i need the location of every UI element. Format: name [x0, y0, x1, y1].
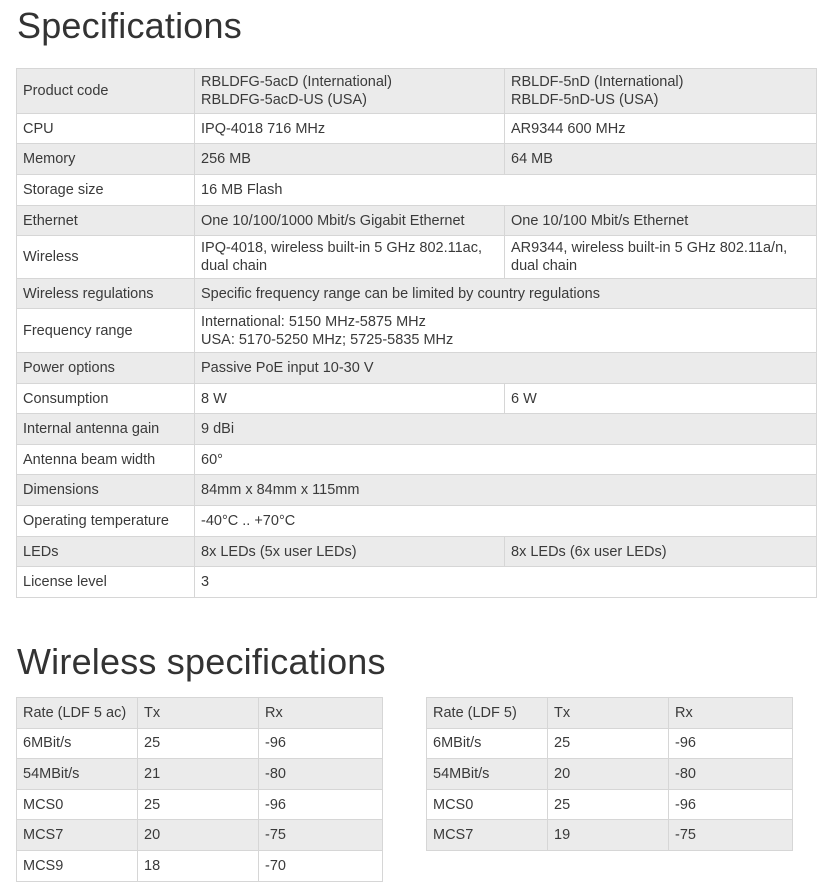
- spec-row: [17, 537, 817, 567]
- spec-value-shared: [195, 175, 817, 206]
- cell-line: RBLDF-5nD (International): [511, 74, 684, 90]
- wireless-row: [17, 728, 383, 759]
- cell-line: USA: 5170-5250 MHz; 5725-5835 MHz: [201, 331, 454, 348]
- spec-value-shared: [195, 414, 817, 445]
- wireless-cell: -70: [259, 850, 383, 881]
- spec-value-5nd: [505, 537, 817, 567]
- cell-line: 8x LEDs (6x user LEDs): [511, 543, 667, 560]
- wireless-cell: 21: [138, 759, 259, 790]
- wireless-cell: -80: [669, 759, 793, 790]
- cell-line: 3: [201, 574, 210, 590]
- wireless-cell: 6MBit/s: [427, 728, 548, 759]
- wireless-cell: -96: [259, 789, 383, 820]
- spec-label: Internal antenna gain: [17, 414, 195, 445]
- wireless-row: [17, 820, 383, 851]
- cell-line: IPQ-4018, wireless built-in 5 GHz 802.11ac,: [201, 240, 483, 256]
- wireless-header-row: [427, 698, 793, 729]
- spec-row: [17, 384, 817, 414]
- spec-value-5nd: [505, 69, 817, 114]
- spec-row: [17, 309, 817, 353]
- spec-label: Frequency range: [17, 309, 195, 353]
- spec-label: Wireless: [17, 236, 195, 279]
- wireless-header-cell: Rate (LDF 5 ac): [17, 698, 138, 729]
- cell-line: -40°C .. +70°C: [201, 513, 296, 529]
- wireless-row: [427, 789, 793, 820]
- spec-label: Operating temperature: [17, 506, 195, 537]
- spec-row: [17, 567, 817, 598]
- spec-value-shared: [195, 567, 817, 598]
- spec-row: [17, 175, 817, 206]
- spec-row: [17, 236, 817, 279]
- cell-line: AR9344 600 MHz: [511, 120, 626, 137]
- cell-line: 8x LEDs (5x user LEDs): [201, 543, 357, 560]
- spec-row: [17, 279, 817, 309]
- wireless-header-cell: Tx: [548, 698, 669, 729]
- spec-value-5nd: [505, 144, 817, 175]
- spec-row: [17, 206, 817, 236]
- spec-value-shared: [195, 279, 817, 309]
- spec-value-shared: [195, 353, 817, 384]
- cell-line: 64 MB: [511, 151, 553, 167]
- wireless-cell: -96: [259, 728, 383, 759]
- spec-row: [17, 144, 817, 175]
- wireless-header-cell: Rate (LDF 5): [427, 698, 548, 729]
- wireless-cell: 25: [138, 789, 259, 820]
- wireless-cell: 18: [138, 850, 259, 881]
- wireless-row: [17, 759, 383, 790]
- wireless-table-ldf5: [426, 697, 793, 851]
- wireless-cell: 6MBit/s: [17, 728, 138, 759]
- wireless-table-ldf5ac: [16, 697, 383, 882]
- spec-value-5nd: [505, 206, 817, 236]
- cell-line: RBLDF-5nD-US (USA): [511, 92, 659, 108]
- spec-row: [17, 69, 817, 114]
- spec-label: LEDs: [17, 537, 195, 567]
- cell-line: 9 dBi: [201, 421, 235, 437]
- spec-row: [17, 114, 817, 144]
- wireless-cell: MCS0: [17, 789, 138, 820]
- cell-line: 84mm x 84mm x 115mm: [201, 482, 360, 498]
- wireless-cell: MCS9: [17, 850, 138, 881]
- specifications-title: Specifications: [17, 5, 242, 46]
- wireless-cell: MCS7: [427, 820, 548, 851]
- wireless-row: [427, 820, 793, 851]
- cell-line: dual chain: [201, 258, 268, 274]
- spec-label: Dimensions: [17, 475, 195, 506]
- wireless-cell: -75: [259, 820, 383, 851]
- cell-line: IPQ-4018 716 MHz: [201, 120, 326, 137]
- spec-value-shared: [195, 309, 817, 353]
- wireless-header-row: [17, 698, 383, 729]
- spec-label: Wireless regulations: [17, 279, 195, 309]
- wireless-row: [17, 789, 383, 820]
- wireless-header-cell: Rx: [669, 698, 793, 729]
- cell-line: AR9344, wireless built-in 5 GHz 802.11a/n,: [511, 240, 788, 256]
- spec-label: Power options: [17, 353, 195, 384]
- spec-label: License level: [17, 567, 195, 598]
- spec-label: Memory: [17, 144, 195, 175]
- spec-value-shared: [195, 506, 817, 537]
- cell-line: 6 W: [511, 390, 537, 407]
- wireless-row: [427, 759, 793, 790]
- cell-line: One 10/100/1000 Mbit/s Gigabit Ethernet: [201, 212, 465, 229]
- spec-row: [17, 475, 817, 506]
- wireless-cell: 20: [548, 759, 669, 790]
- wireless-cell: 54MBit/s: [427, 759, 548, 790]
- specifications-table: [16, 68, 817, 598]
- spec-value-5acd: [195, 144, 505, 175]
- spec-label: Product code: [17, 69, 195, 114]
- wireless-row: [427, 728, 793, 759]
- wireless-cell: 25: [548, 728, 669, 759]
- wireless-cell: 25: [138, 728, 259, 759]
- cell-line: One 10/100 Mbit/s Ethernet: [511, 212, 689, 229]
- wireless-cell: 54MBit/s: [17, 759, 138, 790]
- wireless-cell: MCS7: [17, 820, 138, 851]
- wireless-cell: -75: [669, 820, 793, 851]
- spec-label: Antenna beam width: [17, 445, 195, 475]
- spec-value-5acd: [195, 537, 505, 567]
- spec-row: [17, 414, 817, 445]
- spec-value-5acd: [195, 384, 505, 414]
- cell-line: RBLDFG-5acD-US (USA): [201, 92, 367, 108]
- cell-line: 16 MB Flash: [201, 182, 283, 198]
- cell-line: International: 5150 MHz-5875 MHz: [201, 313, 426, 330]
- spec-value-5nd: [505, 114, 817, 144]
- spec-value-5acd: [195, 114, 505, 144]
- spec-row: [17, 353, 817, 384]
- spec-value-5acd: [195, 69, 505, 114]
- spec-label: CPU: [17, 114, 195, 144]
- wireless-cell: 20: [138, 820, 259, 851]
- spec-value-shared: [195, 475, 817, 506]
- spec-value-5acd: [195, 236, 505, 279]
- spec-label: Consumption: [17, 384, 195, 414]
- wireless-cell: -80: [259, 759, 383, 790]
- wireless-header-cell: Tx: [138, 698, 259, 729]
- cell-line: Specific frequency range can be limited by country regulations: [201, 285, 600, 302]
- spec-value-5acd: [195, 206, 505, 236]
- wireless-cell: 19: [548, 820, 669, 851]
- wireless-cell: -96: [669, 789, 793, 820]
- cell-line: 8 W: [201, 390, 227, 407]
- cell-line: Passive PoE input 10-30 V: [201, 360, 374, 376]
- wireless-cell: 25: [548, 789, 669, 820]
- cell-line: dual chain: [511, 258, 578, 274]
- spec-label: Ethernet: [17, 206, 195, 236]
- spec-value-5nd: [505, 236, 817, 279]
- wireless-specifications-title: Wireless specifications: [17, 641, 386, 682]
- spec-row: [17, 506, 817, 537]
- cell-line: 256 MB: [201, 151, 251, 167]
- cell-line: RBLDFG-5acD (International): [201, 74, 392, 90]
- wireless-header-cell: Rx: [259, 698, 383, 729]
- wireless-row: [17, 850, 383, 881]
- spec-value-shared: [195, 445, 817, 475]
- cell-line: 60°: [201, 451, 223, 468]
- spec-row: [17, 445, 817, 475]
- wireless-cell: -96: [669, 728, 793, 759]
- spec-label: Storage size: [17, 175, 195, 206]
- wireless-cell: MCS0: [427, 789, 548, 820]
- spec-value-5nd: [505, 384, 817, 414]
